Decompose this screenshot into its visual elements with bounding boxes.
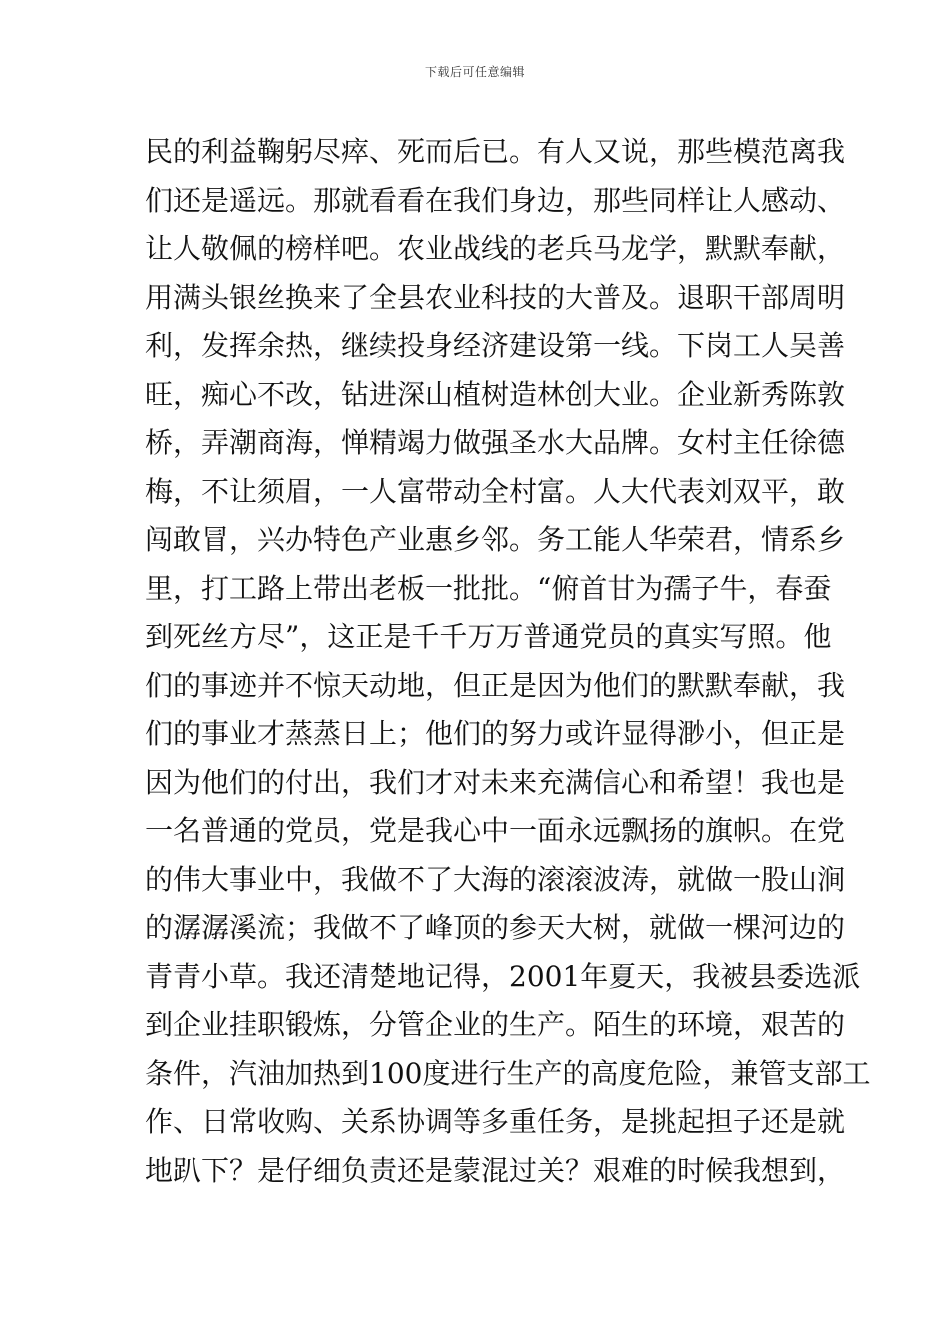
text-line: 让人敬佩的榜样吧。农业战线的老兵马龙学，默默奉献， [145,232,846,265]
text-line: 里，打工路上带出老板一批批。“俯首甘为孺子牛，春蚕 [145,571,832,605]
text-line: 们的事业才蒸蒸日上；他们的努力或许显得渺小，但正是 [145,717,846,750]
text-line: 的潺潺溪流；我做不了峰顶的参天大树，就做一棵河边的 [145,911,846,944]
text-line: 利，发挥余热，继续投身经济建设第一线。下岗工人吴善 [145,329,846,362]
text-line: 闯敢冒，兴办特色产业惠乡邻。务工能人华荣君，情系乡 [145,523,846,556]
text-line: 们的事迹并不惊天动地，但正是因为他们的默默奉献，我 [145,668,846,702]
text-line: 用满头银丝换来了全县农业科技的大普及。退职干部周明 [145,280,846,314]
text-line: 梅，不让须眉，一人富带动全村富。人大代表刘双平，敢 [145,474,846,508]
text-line: 地趴下？是仔细负责还是蒙混过关？艰难的时候我想到， [145,1153,846,1187]
text-line: 因为他们的付出，我们才对未来充满信心和希望！我也是 [145,765,846,799]
text-line: 一名普通的党员，党是我心中一面永远飘扬的旗帜。在党 [145,814,846,847]
text-line: 到企业挂职锻炼，分管企业的生产。陌生的环境，艰苦的 [145,1008,846,1041]
text-line: 条件，汽油加热到100度进行生产的高度危险，兼管支部工 [145,1056,871,1090]
body-text [145,128,871,1195]
text-line: 青青小草。我还清楚地记得，2001年夏天，我被县委选派 [145,959,861,993]
text-line: 们还是遥远。那就看看在我们身边，那些同样让人感动、 [145,183,846,217]
text-line: 旺，痴心不改，钻进深山植树造林创大业。企业新秀陈敦 [145,377,846,411]
text-line: 的伟大事业中，我做不了大海的滚滚波涛，就做一股山涧 [145,862,846,896]
text-line: 民的利益鞠躬尽瘁、死而后已。有人又说，那些模范离我 [145,135,846,168]
text-line: 到死丝方尽”，这正是千千万万普通党员的真实写照。他 [145,620,832,653]
page-header: 下载后可任意编辑 [424,65,525,79]
text-line: 作、日常收购、关系协调等多重任务，是挑起担子还是就 [145,1105,846,1138]
text-line: 桥，弄潮商海，惮精竭力做强圣水大品牌。女村主任徐德 [145,426,846,459]
